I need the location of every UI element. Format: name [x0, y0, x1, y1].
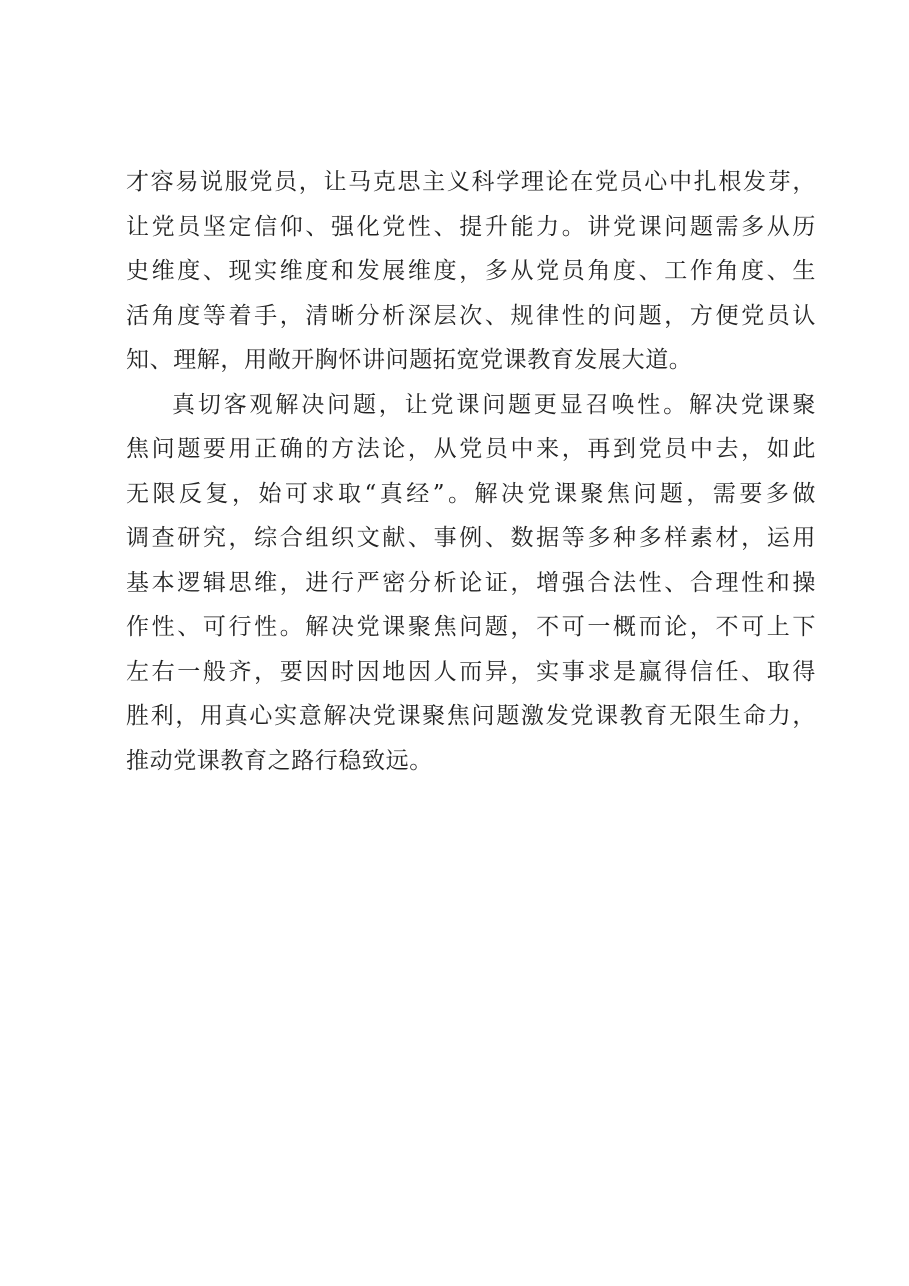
text-line: 基本逻辑思维，进行严密分析论证，增强合法性、合理性和操	[126, 569, 816, 596]
text-line: 史维度、现实维度和发展维度，多从党员角度、工作角度、生	[126, 258, 816, 284]
text-line: 调查研究，综合组织文献、事例、数据等多种多样素材，运用	[126, 525, 816, 551]
text-line: 左右一般齐，要因时因地因人而异，实事求是赢得信任、取得	[126, 658, 816, 685]
text-line: 推动党课教育之路行稳致远。	[126, 747, 433, 774]
text-line: 作性、可行性。解决党课聚焦问题，不可一概而论，不可上下	[126, 614, 816, 640]
body-text	[126, 160, 816, 783]
text-line: 才容易说服党员，让马克思主义科学理论在党员心中扎根发芽，	[126, 169, 816, 195]
text-line: 知、理解，用敞开胸怀讲问题拓宽党课教育发展大道。	[126, 347, 693, 373]
text-line: 胜利，用真心实意解决党课聚焦问题激发党课教育无限生命力，	[126, 703, 816, 729]
text-line: 真切客观解决问题，让党课问题更显召唤性。解决党课聚	[172, 391, 816, 418]
text-line: 活角度等着手，清晰分析深层次、规律性的问题，方便党员认	[126, 302, 816, 329]
text-line: 让党员坚定信仰、强化党性、提升能力。讲党课问题需多从历	[126, 213, 816, 240]
text-line: 焦问题要用正确的方法论，从党员中来，再到党员中去，如此	[126, 436, 816, 462]
text-line: 无限反复，始可求取“真经”。解决党课聚焦问题，需要多做	[126, 480, 816, 507]
